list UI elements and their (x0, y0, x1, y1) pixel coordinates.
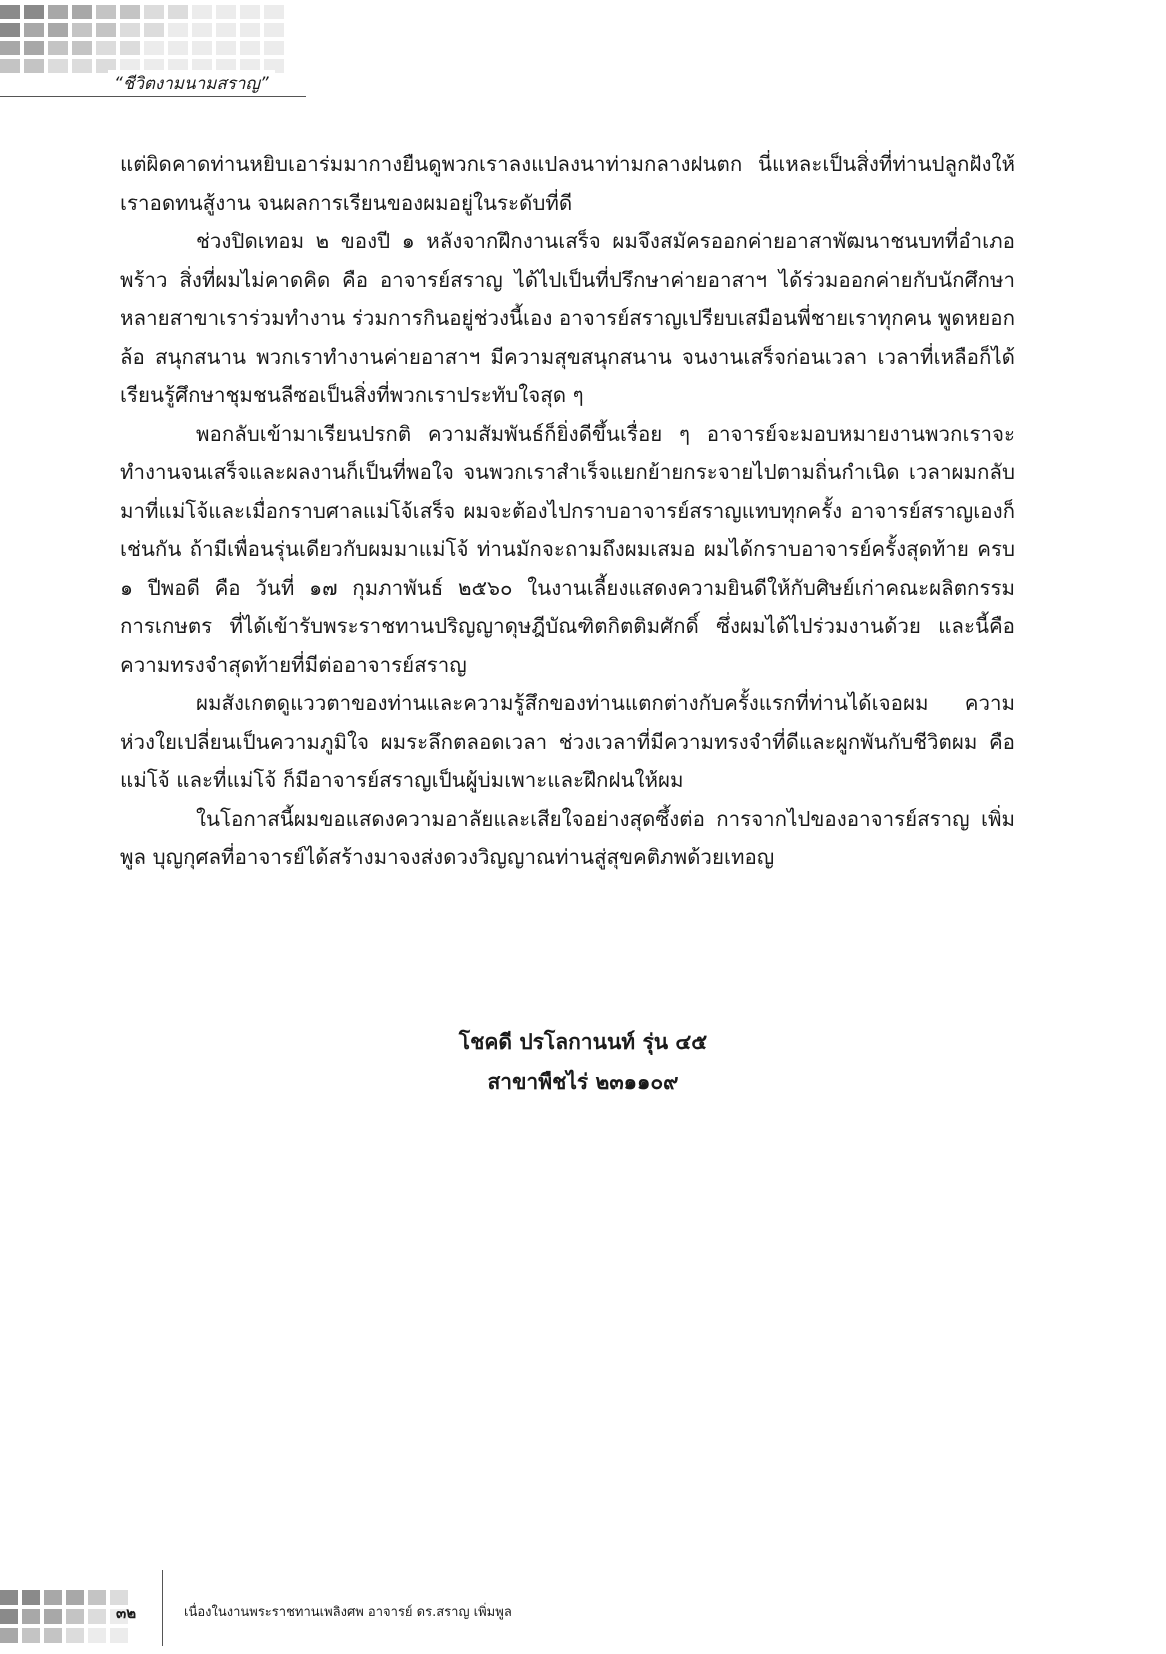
paragraph: พอกลับเข้ามาเรียนปรกติ ความสัมพันธ์ก็ยิ่งดีขึ้นเรื่อย ๆ อาจารย์จะมอบหมายงานพวกเราจะทำงานจนเสร็จและผลงานก็เป็นที่พอใจ จนพวกเราสำเร็จแยกย้ายกระจายไปตามถิ่นกำเนิด เวลาผมกลับมาที่แม่โจ้และเมื่อกราบศาลแม่โจ้เสร็จ ผมจะต้องไปกราบอาจารย์สราญแทบทุกครั้ง อาจารย์สราญเองก็เช่นกัน ถ้ามีเพื่อนรุ่นเดียวกับผมมาแม่โจ้ ท่านมักจะถามถึงผมเสมอ ผมได้กราบอาจารย์ครั้งสุดท้าย ครบ ๑ ปีพอดี คือ วันที่ ๑๗ กุมภาพันธ์ ๒๕๖๐ ในงานเลี้ยงแสดงความยินดีให้กับศิษย์เก่าคณะผลิตกรรมการเกษตร ที่ได้เข้ารับพระราชทานปริญญาดุษฎีบัณฑิตกิตติมศักดิ์ ซึ่งผมได้ไปร่วมงานด้วย และนี้คือความทรงจำสุดท้ายที่มีต่ออาจารย์สราญ (120, 421, 1015, 677)
body-text (120, 145, 1015, 877)
paragraph: ในโอกาสนี้ผมขอแสดงความอาลัยและเสียใจอย่างสุดซึ้งต่อ การจากไปของอาจารย์สราญ เพิ่มพูล บุญกุศลที่อาจารย์ได้สร้างมาจงส่งดวงวิญญาณท่านสู่สุขคติภพด้วยเทอญ (120, 806, 1015, 869)
footer-rule (162, 1570, 163, 1646)
running-header-title: “ชีวิตงามนามสราญ” (108, 70, 275, 97)
paragraph: ช่วงปิดเทอม ๒ ของปี ๑ หลังจากฝึกงานเสร็จ ผมจึงสมัครออกค่ายอาสาพัฒนาชนบทที่อำเภอพร้าว สิ่งที่ผมไม่คาดคิด คือ อาจารย์สราญ ได้ไปเป็นที่ปรึกษาค่ายอาสาฯ ได้ร่วมออกค่ายกับนักศึกษาหลายสาขาเราร่วมทำงาน ร่วมการกินอยู่ช่วงนี้เอง อาจารย์สราญเปรียบเสมือนพี่ชายเราทุกคน พูดหยอกล้อ สนุกสนาน พวกเราทำงานค่ายอาสาฯ มีความสุขสนุกสนาน จนงานเสร็จก่อนเวลา เวลาที่เหลือก็ได้เรียนรู้ศึกษาชุมชนลีซอเป็นสิ่งที่พวกเราประทับใจสุด ๆ (120, 229, 1015, 407)
paragraph: ผมสังเกตดูแววตาของท่านและความรู้สึกของท่านแตกต่างกับครั้งแรกที่ท่านได้เจอผม ความห่วงใยเปลี่ยนเป็นความภูมิใจ ผมระลึกตลอดเวลา ช่วงเวลาที่มีความทรงจำที่ดีและผูกพันกับชีวิตผม คือ แม่โจ้ และที่แม่โจ้ ก็มีอาจารย์สราญเป็นผู้บ่มเพาะและฝึกฝนให้ผม (120, 691, 1015, 792)
header-decoration (0, 5, 284, 73)
header-rule (0, 96, 306, 97)
signature-name: โชคดี ปรโลกานนท์ รุ่น ๔๕ (458, 1030, 708, 1054)
page-number: ๓๒ (116, 1604, 137, 1622)
footer-decoration (0, 1590, 128, 1643)
signature-department: สาขาพืชไร่ ๒๓๑๑๐๙ (487, 1070, 679, 1094)
paragraph: แต่ผิดคาดท่านหยิบเอาร่มมากางยืนดูพวกเราลงแปลงนาท่ามกลางฝนตก นี่แหละเป็นสิ่งที่ท่านปลูกฝังให้เราอดทนสู้งาน จนผลการเรียนของผมอยู่ในระดับที่ดี (120, 152, 1015, 215)
signature-block (0, 1022, 1166, 1102)
footer-caption: เนื่องในงานพระราชทานเพลิงศพ อาจารย์ ดร.สราญ เพิ่มพูล (184, 1605, 512, 1620)
